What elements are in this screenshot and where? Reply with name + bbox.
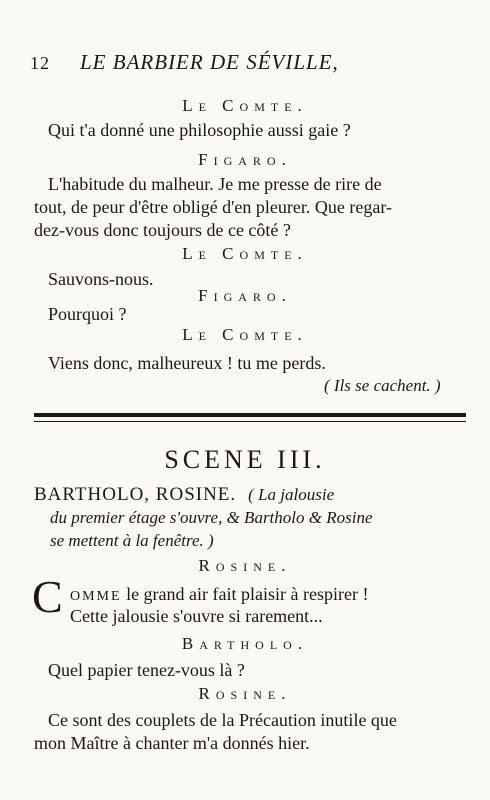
stage-direction: ( La jalousie [248,485,335,504]
dialog-line: L'habitude du malheur. Je me presse de rire de [48,174,382,194]
dialog-line: tout, de peur d'être obligé d'en pleurer. Que regar- [34,197,392,217]
dialog-line [70,584,368,605]
dialog-line: Sauvons-nous. [48,269,154,289]
speaker-le-comte: Le Comte. [182,325,308,344]
page-number: 12 [30,53,50,73]
speaker-rosine: Rosine. [198,684,292,703]
stage-direction: du premier étage s'ouvre, & Bartholo & Rosine [50,508,373,527]
dialog-line: Viens donc, malheureux ! tu me perds. [48,353,326,373]
dialog-text: le grand air fait plaisir à respirer ! [126,584,369,604]
stage-direction: ( Ils se cachent. ) [324,376,441,395]
speaker-rosine: Rosine. [198,556,292,575]
dialog-line: mon Maître à chanter m'a donnés hier. [34,733,310,753]
running-title: LE BARBIER DE SÉVILLE, [80,50,339,74]
dialog-line: Pourquoi ? [48,304,127,324]
speaker-le-comte: Le Comte. [182,244,308,263]
stage-direction: se mettent à la fenêtre. ) [50,531,214,550]
speaker-le-comte: Le Comte. [182,96,308,115]
separator-rule-thin [34,421,466,422]
separator-rule-thick [34,413,466,417]
scene-title: SCENE III. [164,445,326,474]
speaker-figaro: Figaro. [198,286,292,305]
dialog-line: dez-vous donc toujours de ce côté ? [34,220,291,240]
cast-names: BARTHOLO, ROSINE. [34,484,237,505]
small-caps-word: OMME [70,589,122,604]
dialog-line: Cette jalousie s'ouvre si rarement... [70,606,323,626]
dialog-line: Quel papier tenez-vous là ? [48,660,245,680]
dialog-line: Qui t'a donné une philosophie aussi gaie ? [48,120,351,140]
drop-cap: C [32,571,63,622]
dialog-line: Ce sont des couplets de la Précaution inutile que [48,710,397,730]
cast-line [34,484,334,506]
speaker-figaro: Figaro. [198,150,292,169]
speaker-bartholo: Bartholo. [181,634,309,653]
